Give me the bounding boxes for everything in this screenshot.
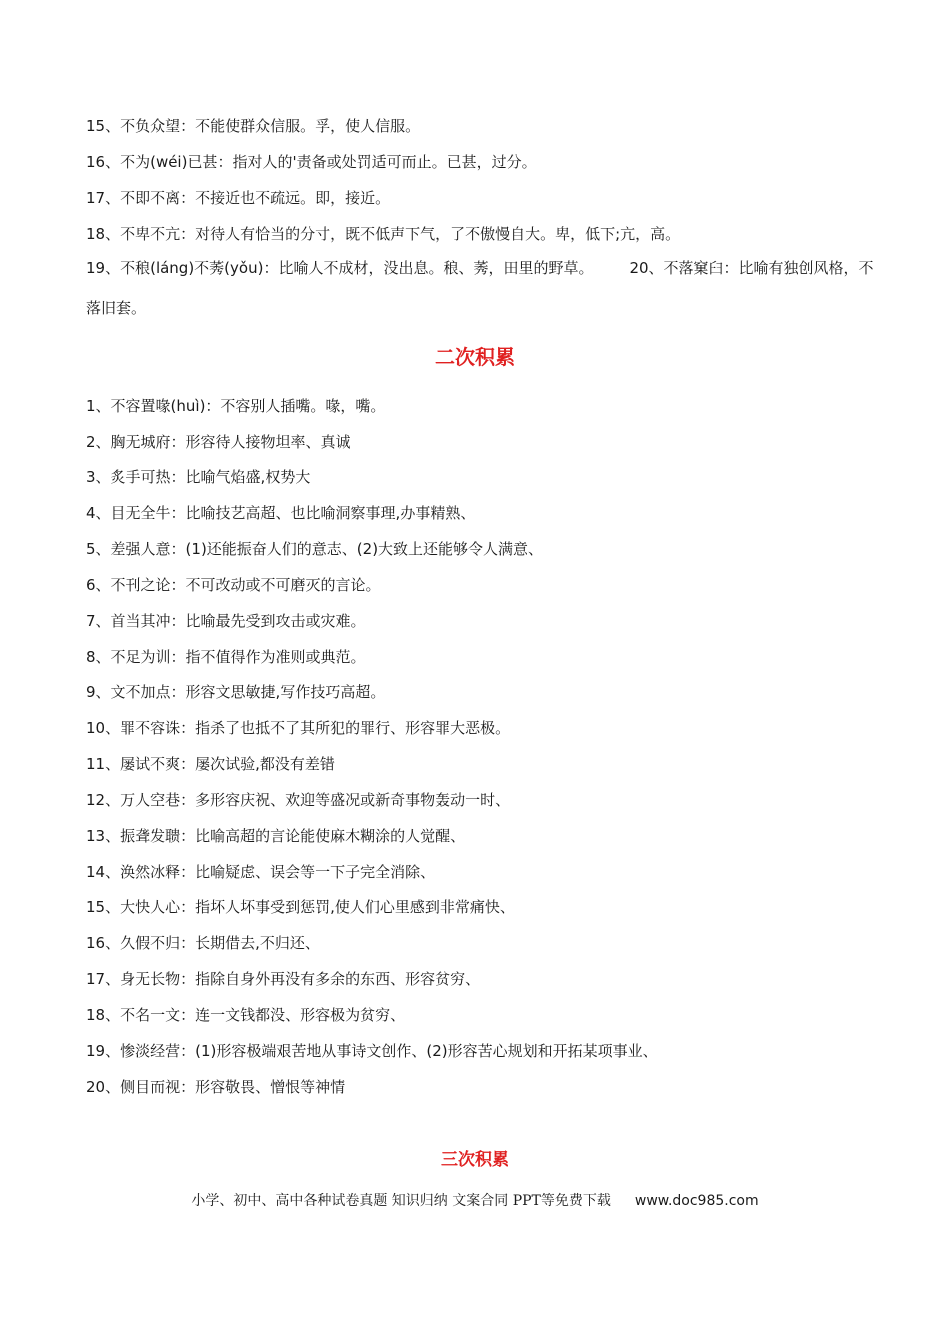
list-item: 4、目无全牛：比喻技艺高超、也比喻洞察事理,办事精熟、 [86, 504, 476, 522]
list-item: 19、不稂(láng)不莠(yǒu)：比喻人不成材，没出息。稂、莠，田里的野草。 [86, 259, 594, 277]
list-item: 18、不名一文：连一文钱都没、形容极为贫穷、 [86, 1006, 406, 1024]
list-item: 15、大快人心：指坏人坏事受到惩罚,使人们心里感到非常痛快、 [86, 898, 515, 916]
list-item: 11、屡试不爽：屡次试验,都没有差错 [86, 755, 335, 773]
footer-text: 小学、初中、高中各种试卷真题 知识归纳 文案合同 PPT等免费下载 [191, 1193, 611, 1209]
list-item: 16、久假不归：长期借去,不归还、 [86, 934, 320, 952]
list-item: 12、万人空巷：多形容庆祝、欢迎等盛况或新奇事物轰动一时、 [86, 791, 511, 809]
list-item: 10、罪不容诛：指杀了也抵不了其所犯的罪行、形容罪大恶极。 [86, 719, 511, 737]
list-item: 17、身无长物：指除自身外再没有多余的东西、形容贫穷、 [86, 970, 481, 988]
list-item: 18、不卑不亢：对待人有恰当的分寸，既不低声下气，了不傲慢自大。卑，低下;亢，高。 [86, 225, 681, 243]
list-item: 5、差强人意：(1)还能振奋人们的意志、(2)大致上还能够令人满意、 [86, 540, 544, 558]
page-footer [0, 1190, 950, 1212]
list-item: 6、不刊之论：不可改动或不可磨灭的言论。 [86, 576, 381, 594]
list-item: 14、涣然冰释：比喻疑虑、误会等一下子完全消除、 [86, 863, 436, 881]
list-item: 20、侧目而视：形容敬畏、憎恨等神情 [86, 1078, 346, 1096]
list-item: 3、炙手可热：比喻气焰盛,权势大 [86, 468, 311, 486]
list-item: 19、惨淡经营：(1)形容极端艰苦地从事诗文创作、(2)形容苦心规划和开拓某项事业、 [86, 1042, 658, 1060]
list-item-pair [86, 248, 876, 328]
list-item: 16、不为(wéi)已甚：指对人的'责备或处罚适可而止。已甚，过分。 [86, 153, 537, 171]
list-item: 13、振聋发聩：比喻高超的言论能使麻木糊涂的人觉醒、 [86, 827, 466, 845]
list-item: 1、不容置喙(huì)：不容别人插嘴。喙，嘴。 [86, 397, 386, 415]
section-heading: 二次积累 [435, 345, 515, 369]
list-item: 7、首当其冲：比喻最先受到攻击或灾难。 [86, 612, 366, 630]
list-item: 8、不足为训：指不值得作为准则或典范。 [86, 648, 366, 666]
list-item: 2、胸无城府：形容待人接物坦率、真诚 [86, 433, 351, 451]
list-item: 15、不负众望：不能使群众信服。孚，使人信服。 [86, 117, 421, 135]
footer-url: www.doc985.com [634, 1193, 759, 1209]
list-item: 17、不即不离：不接近也不疏远。即，接近。 [86, 189, 391, 207]
section-heading: 三次积累 [441, 1150, 509, 1170]
list-item: 20、不落窠臼：比喻有独创风格，不落旧套。 [86, 259, 874, 317]
list-item: 9、文不加点：形容文思敏捷,写作技巧高超。 [86, 683, 386, 701]
